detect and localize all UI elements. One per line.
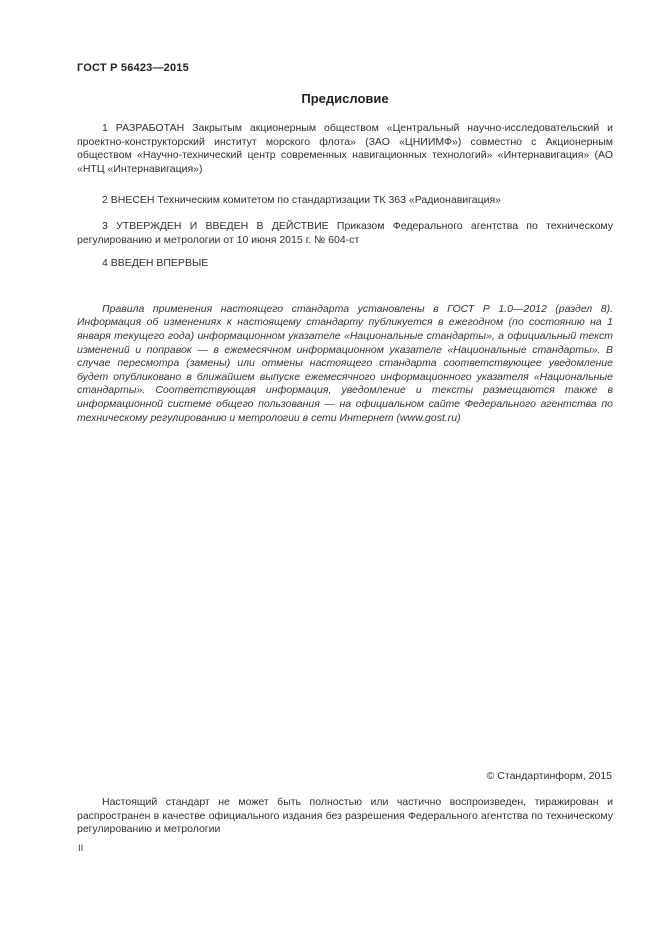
clause-first-introduced: 4 ВВЕДЕН ВПЕРВЫЕ (102, 257, 209, 270)
standard-designation: ГОСТ Р 56423—2015 (77, 62, 189, 74)
reproduction-notice: Настоящий стандарт не может быть полностью или частично воспроизведен, тиражирован и распространен в качестве официального издания без разрешения Федерального агентства по техническому регулированию и метрологии (77, 796, 613, 836)
page-title: Предисловие (301, 91, 389, 106)
page-number: II (78, 843, 84, 854)
clause-submitted: 2 ВНЕСЕН Техническим комитетом по стандартизации ТК 363 «Радионавигация» (102, 194, 501, 207)
clause-developed: 1 РАЗРАБОТАН Закрытым акционерным обществом «Центральный научно-исследовательский и проектно-конструкторский институт морского флота» (ЗАО «ЦНИИМФ») совместно с Акционерным обществом «Научно-технический центр современных навигационных технологий» «Интернавигация» (АО «НТЦ «Интернавигация») (77, 122, 613, 175)
application-rules-note: Правила применения настоящего стандарта установлены в ГОСТ Р 1.0—2012 (раздел 8). Информация об изменениях к настоящему стандарту публикуется в ежегодном (по состоянию на 1 января текущего года) информационном указателе «Национальные стандарты», а официальный текст изменений и поправок — в ежемесячном информационном указателе «Национальные стандарты». В случае пересмотра (замены) или отмены настоящего стандарта соответствующее уведомление будет опубликовано в ближайшем выпуске ежемесячного информационного указателя «Национальные стандарты». Соответствующая информация, уведомление и тексты размещаются также в информационной системе общего пользования — на официальном сайте Федерального агентства по техническому регулированию и метрологии в сети Интернет (www.gost.ru) (77, 302, 613, 424)
copyright-line: © Стандартинформ, 2015 (486, 770, 612, 782)
clause-approved: 3 УТВЕРЖДЕН И ВВЕДЕН В ДЕЙСТВИЕ Приказом Федерального агентства по техническому регулированию и метрологии от 10 июня 2015 г. № 604-ст (77, 219, 613, 246)
foreword-clauses (77, 122, 613, 425)
